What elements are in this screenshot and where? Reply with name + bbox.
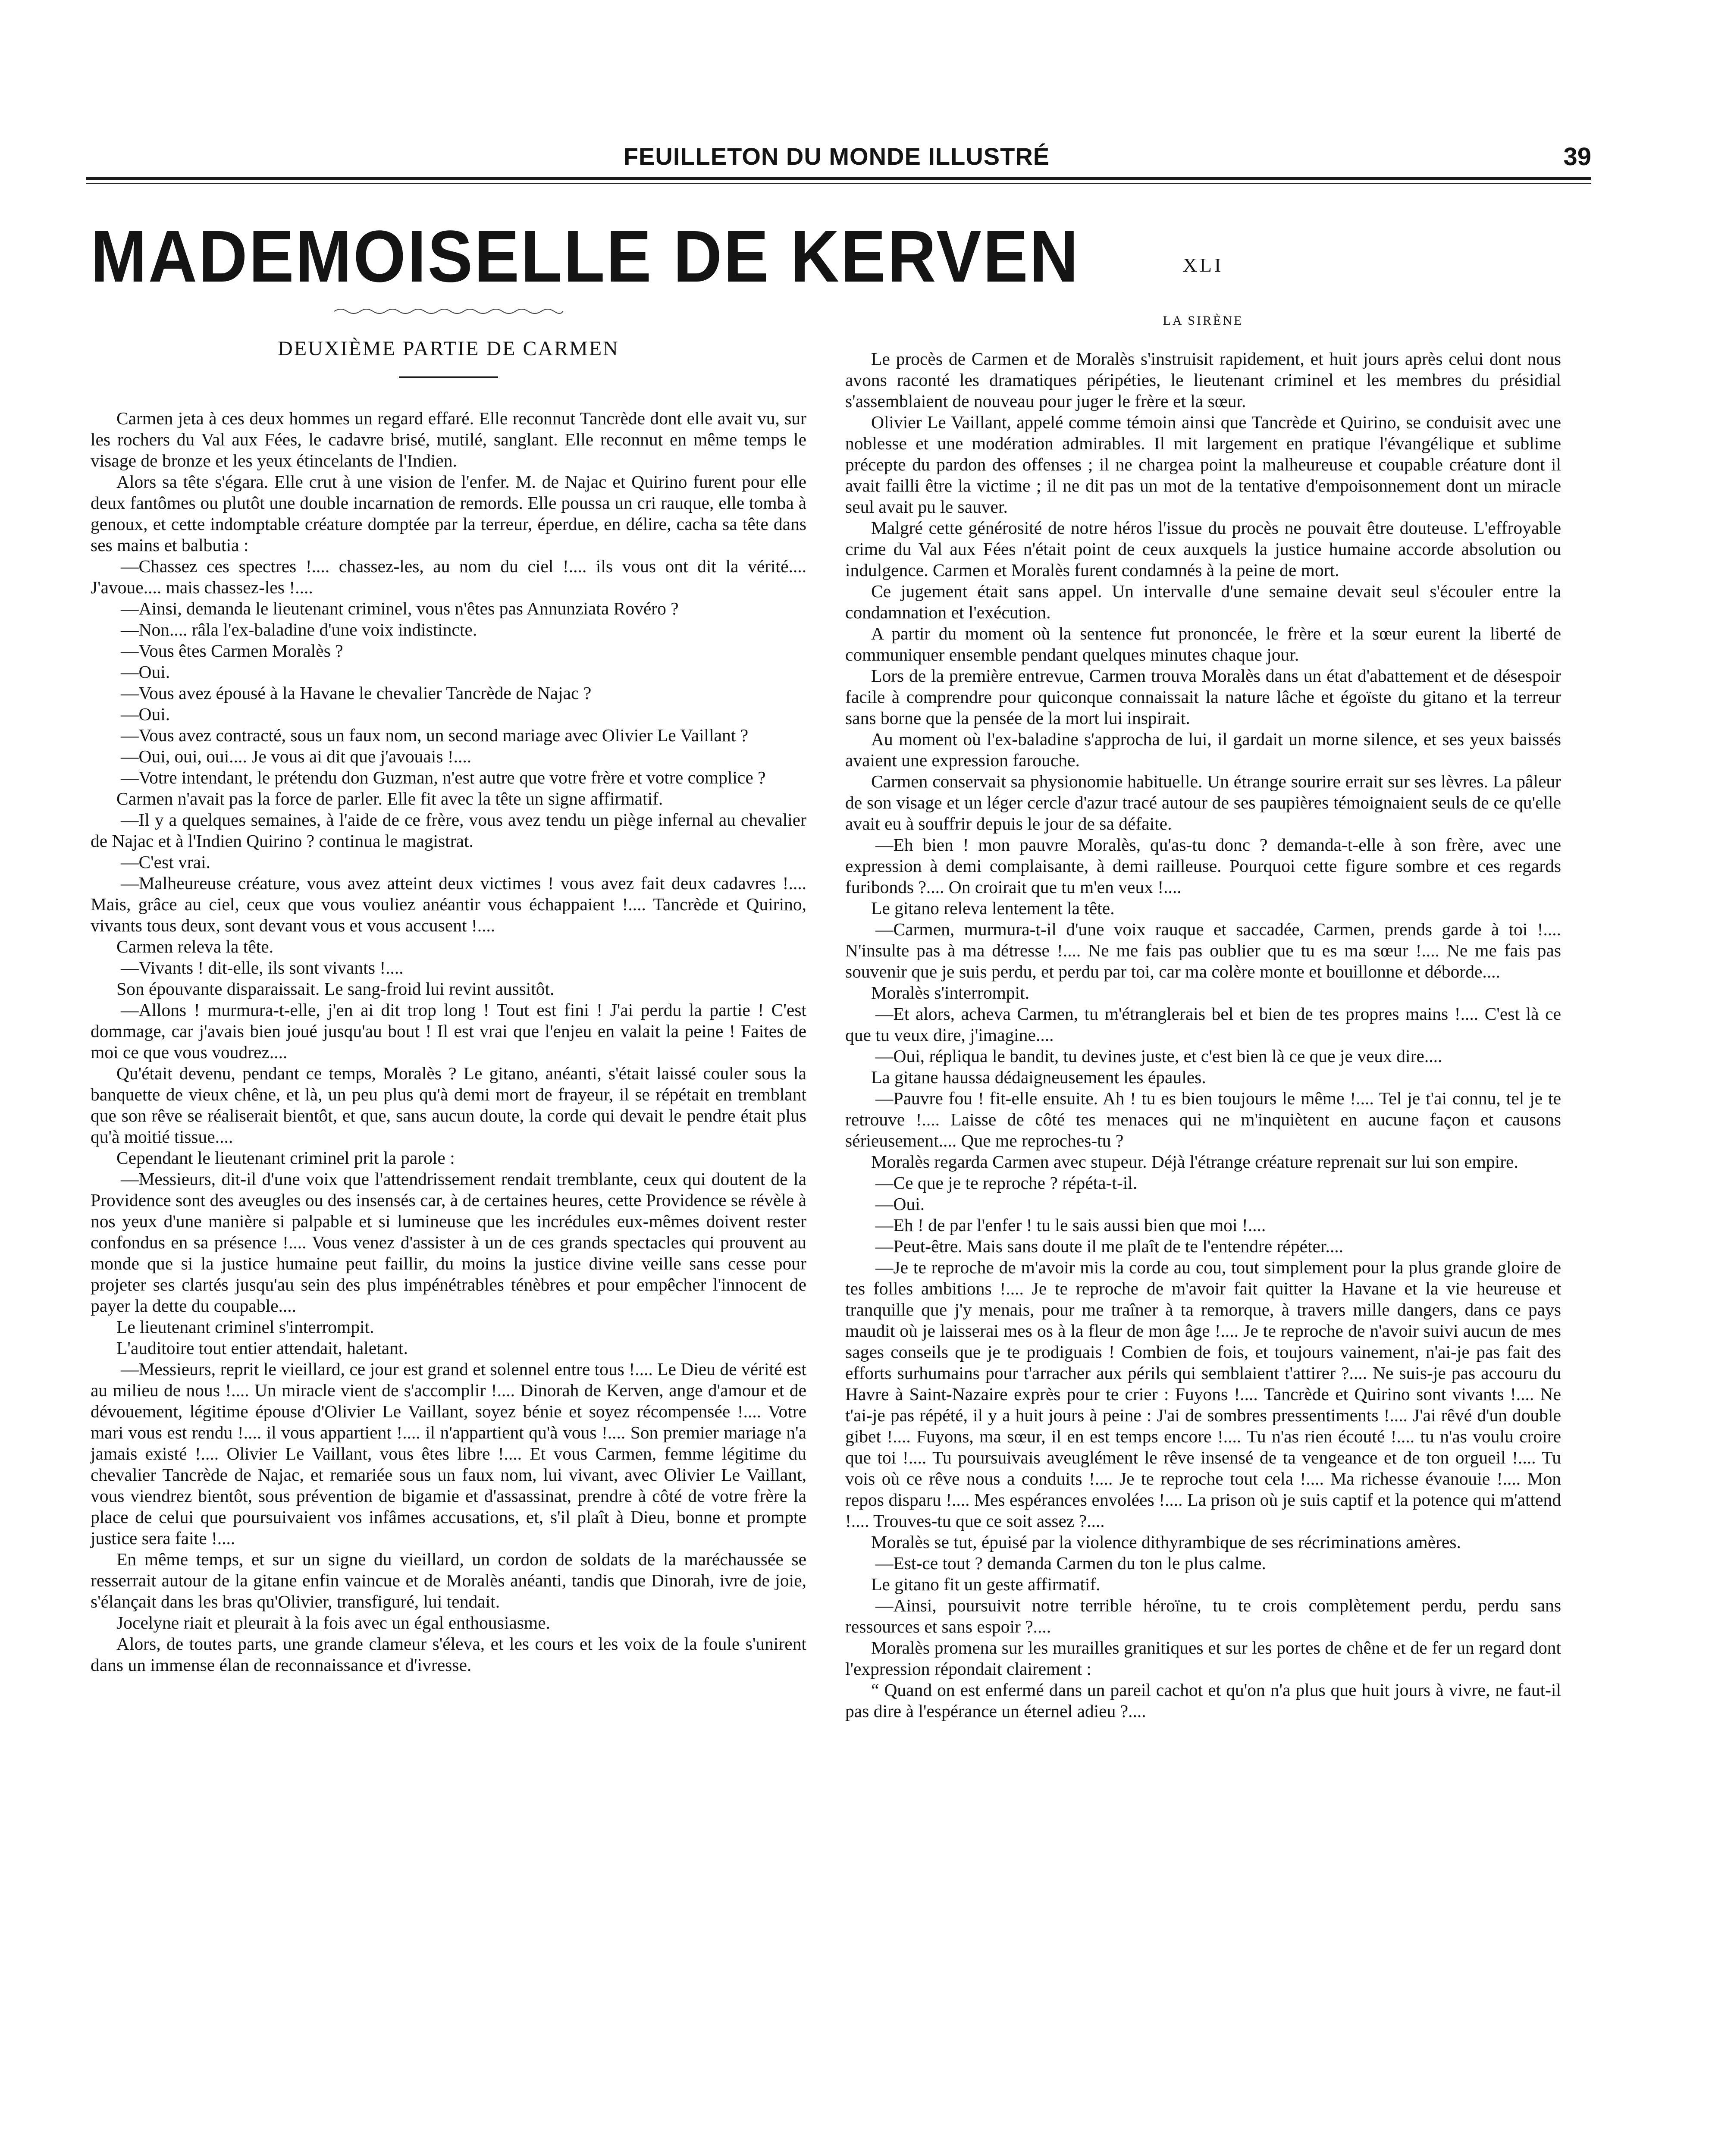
ornament-divider bbox=[332, 306, 565, 317]
paragraph: —Pauvre fou ! fit-elle ensuite. Ah ! tu es bien toujours le même !.... Tel je t'ai connu, tel je te retrouve !.... Laisse de côté tes menaces qui ne m'inquiètent en aucune façon et causons sérieusement.... Que me reproches-tu ? bbox=[845, 1088, 1561, 1150]
paragraph: Carmen releva la tête. bbox=[116, 937, 274, 956]
paragraph: —Malheureuse créature, vous avez atteint deux victimes ! vous avez fait deux cadavres !.... Mais, grâce au ciel, ceux que vous vouliez anéantir vous échappaient !.... Tancrède et Quirino, vivants tous deux, sont devant vous et vous accusent !.... bbox=[91, 873, 806, 935]
paragraph: —C'est vrai. bbox=[121, 852, 211, 872]
paragraph: Moralès promena sur les murailles granitiques et sur les portes de chêne et de fer un regard dont l'expression répondait clairement : bbox=[845, 1638, 1561, 1679]
paragraph: —Oui, répliqua le bandit, tu devines juste, et c'est bien là ce que je veux dire.... bbox=[875, 1046, 1442, 1066]
paragraph: —Vous êtes Carmen Moralès ? bbox=[121, 641, 343, 661]
paragraph: —Je te reproche de m'avoir mis la corde au cou, tout simplement pour la plus grande gloire de tes folles ambitions !.... Je te reproche de m'avoir fait quitter la Havane et la vie heureuse et tranquille que j'y menais, pour me traîner à ta remorque, à travers mille dangers, dans ce pays maudit où je laisserai mes os à la fleur de mon âge !.... Je te reproche de n'avoir suivi aucun de mes sages conseils que je te prodiguais ! Combien de fois, et toujours vainement, n'ai-je pas fait des efforts surhumains pour t'arracher aux périls qui semblaient t'attirer ?.... Ne suis-je pas accouru du Havre à Saint-Nazaire exprès pour te crier : Fuyons !.... Tancrède et Quirino sont vivants !.... Ne t'ai-je pas répété, il y a huit jours à peine : J'ai de sombres pressentiments !.... J'ai rêvé d'un double gibet !.... Fuyons, ma sœur, il en est temps encore !.... Tu n'as rien écouté !.... tu n'as voulu croire que toi !.... Tu poursuivais aveuglément le rêve insensé de ta vengeance et de ton orgueil !.... Tu vois où ce rêve nous a conduits !.... Je te reproche tout cela !.... Ma richesse évanouie !.... Mon repos disparu !.... Mes espérances envolées !.... La prison où je suis captif et la potence qui m'attend !.... Trouves-tu que ce soit assez ?.... bbox=[845, 1257, 1561, 1531]
paragraph: —Oui, oui, oui.... Je vous ai dit que j'avouais !.... bbox=[121, 746, 472, 766]
paragraph: —Oui. bbox=[121, 704, 170, 724]
paragraph: Alors, de toutes parts, une grande clameur s'éleva, et les cours et les voix de la foule s'unirent dans un immense élan de reconnaissance et d'ivresse. bbox=[91, 1634, 806, 1675]
paragraph: —Messieurs, dit-il d'une voix que l'attendrissement rendait tremblante, ceux qui doutent de la Providence sont des aveugles ou des insensés car, à de certaines heures, cette Providence se révèle à nos yeux d'une manière si palpable et si lumineuse que les incrédules eux-mêmes doivent rester confondus en sa présence !.... Vous venez d'assister à un de ces grands spectacles qui prouvent au monde que si la justice humaine peut faillir, du moins la justice divine veille sans cesse pour projeter ses clartés jusqu'au sein des plus impénétrables ténèbres et pour empêcher l'innocent de payer la dette du coupable.... bbox=[91, 1169, 806, 1316]
paragraph: Carmen n'avait pas la force de parler. Elle fit avec la tête un signe affirmatif. bbox=[116, 789, 663, 808]
paragraph: Moralès s'interrompit. bbox=[871, 983, 1030, 1003]
paragraph: —Oui. bbox=[121, 662, 170, 682]
paragraph: —Non.... râla l'ex-baladine d'une voix indistincte. bbox=[121, 620, 477, 639]
paragraph: —Peut-être. Mais sans doute il me plaît de te l'entendre répéter.... bbox=[875, 1236, 1343, 1256]
paragraph: —Allons ! murmura-t-elle, j'en ai dit trop long ! Tout est fini ! J'ai perdu la partie ! C'est dommage, car j'avais bien joué jusqu'au bout ! Il est vrai que l'enjeu en valait la peine ! Faites de moi ce que vous voudrez.... bbox=[91, 1000, 806, 1062]
paragraph: Le procès de Carmen et de Moralès s'instruisit rapidement, et huit jours après celui dont nous avons raconté les dramatiques péripéties, le lieutenant criminel et les membres du présidial s'assemblaient de nouveau pour juger le frère et la sœur. bbox=[845, 349, 1561, 411]
right-column bbox=[845, 211, 1561, 2156]
paragraph: —Votre intendant, le prétendu don Guzman, n'est autre que votre frère et votre complice ? bbox=[121, 768, 766, 787]
right-column-text bbox=[845, 348, 1561, 1722]
paragraph: —Ainsi, demanda le lieutenant criminel, vous n'êtes pas Annunziata Rovéro ? bbox=[121, 599, 679, 618]
paragraph: —Ainsi, poursuivit notre terrible héroïne, tu te crois complètement perdu, perdu sans ressources et sans espoir ?.... bbox=[845, 1595, 1561, 1636]
paragraph: —Ce que je te reproche ? répéta-t-il. bbox=[875, 1173, 1138, 1193]
left-column-text bbox=[91, 408, 806, 1676]
paragraph: Olivier Le Vaillant, appelé comme témoin ainsi que Tancrède et Quirino, se conduisit avec une noblesse et une modération admirables. Il mit largement en pratique l'évangélique et sublime précepte du pardon des offenses ; il ne chargea point la malheureuse et coupable créature dont il avait failli être la victime ; il ne dit pas un mot de la tentative d'empoisonnement dont un miracle seul avait pu le sauver. bbox=[845, 412, 1561, 517]
paragraph: —Vivants ! dit-elle, ils sont vivants !.... bbox=[121, 958, 404, 978]
paragraph: L'auditoire tout entier attendait, haletant. bbox=[116, 1338, 408, 1358]
header-rule-thin bbox=[86, 183, 1591, 184]
paragraph: Le gitano releva lentement la tête. bbox=[871, 898, 1115, 918]
paragraph: Qu'était devenu, pendant ce temps, Moralès ? Le gitano, anéanti, s'était laissé couler sous la banquette de vieux chêne, et là, un peu plus qu'à demi mort de frayeur, il se répétait en tremblant que son rêve se réaliserait bientôt, et que, sans aucun doute, la corde qui devait le pendre était plus qu'à moitié tissue.... bbox=[91, 1063, 806, 1147]
paragraph: —Est-ce tout ? demanda Carmen du ton le plus calme. bbox=[875, 1553, 1266, 1573]
paragraph: Au moment où l'ex-baladine s'approcha de lui, il gardait un morne silence, et ses yeux baissés avaient une expression farouche. bbox=[845, 729, 1561, 770]
part-title: DEUXIÈME PARTIE DE CARMEN bbox=[278, 337, 619, 360]
chapter-title: LA SIRÈNE bbox=[1163, 313, 1244, 328]
header-rule bbox=[86, 177, 1591, 180]
paragraph: —Vous avez contracté, sous un faux nom, un second mariage avec Olivier Le Vaillant ? bbox=[121, 725, 749, 745]
paragraph: —Eh bien ! mon pauvre Moralès, qu'as-tu donc ? demanda-t-elle à son frère, avec une expression à demi complaisante, à demi railleuse. Pourquoi cette figure sombre et ces regards furibonds ?.... On croirait que tu m'en veux !.... bbox=[845, 835, 1561, 897]
paragraph: —Chassez ces spectres !.... chassez-les, au nom du ciel !.... ils vous ont dit la vérité.... J'avoue.... mais chassez-les !.... bbox=[91, 556, 806, 597]
paragraph: A partir du moment où la sentence fut prononcée, le frère et la sœur eurent la liberté de communiquer ensemble pendant quelques minutes chaque jour. bbox=[845, 624, 1561, 664]
paragraph: —Il y a quelques semaines, à l'aide de ce frère, vous avez tendu un piège infernal au chevalier de Najac et à l'Indien Quirino ? continua le magistrat. bbox=[91, 810, 806, 851]
paragraph: Carmen conservait sa physionomie habituelle. Un étrange sourire errait sur ses lèvres. La pâleur de son visage et un léger cercle d'azur tracé autour de ses paupières témoignaient seuls de ce qu'elle avait eu à souffrir depuis le jour de sa défaite. bbox=[845, 771, 1561, 834]
paragraph: Moralès se tut, épuisé par la violence dithyrambique de ses récriminations amères. bbox=[871, 1532, 1461, 1552]
paragraph: Moralès regarda Carmen avec stupeur. Déjà l'étrange créature reprenait sur lui son empire. bbox=[871, 1152, 1518, 1172]
feuilleton-title: MADEMOISELLE DE KERVEN bbox=[91, 216, 1080, 298]
paragraph: Le lieutenant criminel s'interrompit. bbox=[116, 1317, 374, 1337]
chapter-number: XLI bbox=[1182, 254, 1224, 276]
paragraph: —Carmen, murmura-t-il d'une voix rauque et saccadée, Carmen, prends garde à toi !.... N'insulte pas à ma détresse !.... Ne me fais pas oublier que tu es ma sœur !.... Ne me fais pas souvenir que je suis perdu, et perdu par toi, car ma colère monte et bouillonne et déborde.... bbox=[845, 919, 1561, 981]
paragraph: “ Quand on est enfermé dans un pareil cachot et qu'on n'a plus que huit jours à vivre, ne faut-il pas dire à l'espérance un éternel adieu ?.... bbox=[845, 1680, 1561, 1721]
paragraph: Le gitano fit un geste affirmatif. bbox=[871, 1574, 1101, 1594]
paragraph: Cependant le lieutenant criminel prit la parole : bbox=[116, 1148, 455, 1168]
paragraph: Alors sa tête s'égara. Elle crut à une vision de l'enfer. M. de Najac et Quirino furent pour elle deux fantômes ou plutôt une double incarnation de remords. Elle poussa un cri rauque, elle tomba à genoux, et cette indomptable créature domptée par la terreur, éperdue, en délire, cacha sa tête dans ses mains et balbutia : bbox=[91, 472, 806, 555]
paragraph: —Messieurs, reprit le vieillard, ce jour est grand et solennel entre tous !.... Le Dieu de vérité est au milieu de nous !.... Un miracle vient de s'accomplir !.... Dinorah de Kerven, ange d'amour et de dévouement, légitime épouse d'Olivier Le Vaillant, soyez bénie et soyez récompensée !.... Votre mari vous est rendu !.... il vous appartient !.... il n'appartient qu'à vous !.... Son premier mariage n'a jamais existé !.... Olivier Le Vaillant, vous êtes libre !.... Et vous Carmen, femme légitime du chevalier Tancrède de Najac, et remariée sous un faux nom, lui vivant, avec Olivier Le Vaillant, vous viendrez bientôt, sous prévention de bigamie et d'assassinat, prendre à côté de votre frère la place de celui que poursuivaient vos infâmes accusations, et, s'il plaît à Dieu, bonne et prompte justice sera faite !.... bbox=[91, 1359, 806, 1548]
paragraph: Son épouvante disparaissait. Le sang-froid lui revint aussitôt. bbox=[116, 979, 555, 999]
paragraph: —Eh ! de par l'enfer ! tu le sais aussi bien que moi !.... bbox=[875, 1215, 1266, 1235]
paragraph: Malgré cette générosité de notre héros l'issue du procès ne pouvait être douteuse. L'effroyable crime du Val aux Fées n'était point de ceux auxquels la justice humaine accorde absolution ou indulgence. Carmen et Moralès furent condamnés à la peine de mort. bbox=[845, 518, 1561, 580]
paragraph: Ce jugement était sans appel. Un intervalle d'une semaine devait seul s'écouler entre la condamnation et l'exécution. bbox=[845, 581, 1561, 622]
part-rule bbox=[399, 376, 498, 378]
paragraph: —Oui. bbox=[875, 1194, 925, 1214]
paragraph: En même temps, et sur un signe du vieillard, un cordon de soldats de la maréchaussée se resserrait autour de la gitane enfin vaincue et de Moralès anéanti, tandis que Dinorah, ivre de joie, s'élançait dans les bras qu'Olivier, transfiguré, lui tendait. bbox=[91, 1549, 806, 1611]
paragraph: Lors de la première entrevue, Carmen trouva Moralès dans un état d'abattement et de désespoir facile à comprendre pour quiconque connaissait la nature lâche et égoïste du gitano et la terreur sans borne que la pensée de la mort lui inspirait. bbox=[845, 666, 1561, 728]
paragraph: Jocelyne riait et pleurait à la fois avec un égal enthousiasme. bbox=[116, 1613, 550, 1633]
paragraph: La gitane haussa dédaigneusement les épaules. bbox=[871, 1067, 1206, 1087]
running-title: FEUILLETON DU MONDE ILLUSTRÉ bbox=[623, 143, 1050, 170]
page-number: 39 bbox=[1563, 143, 1591, 171]
paragraph: —Vous avez épousé à la Havane le chevalier Tancrède de Najac ? bbox=[121, 683, 592, 703]
paragraph: Carmen jeta à ces deux hommes un regard effaré. Elle reconnut Tancrède dont elle avait vu, sur les rochers du Val aux Fées, le cadavre brisé, mutilé, sanglant. Elle reconnut en même temps le visage de bronze et les yeux étincelants de l'Indien. bbox=[91, 408, 806, 470]
paragraph: —Et alors, acheva Carmen, tu m'étranglerais bel et bien de tes propres mains !.... C'est là ce que tu veux dire, j'imagine.... bbox=[845, 1004, 1561, 1045]
